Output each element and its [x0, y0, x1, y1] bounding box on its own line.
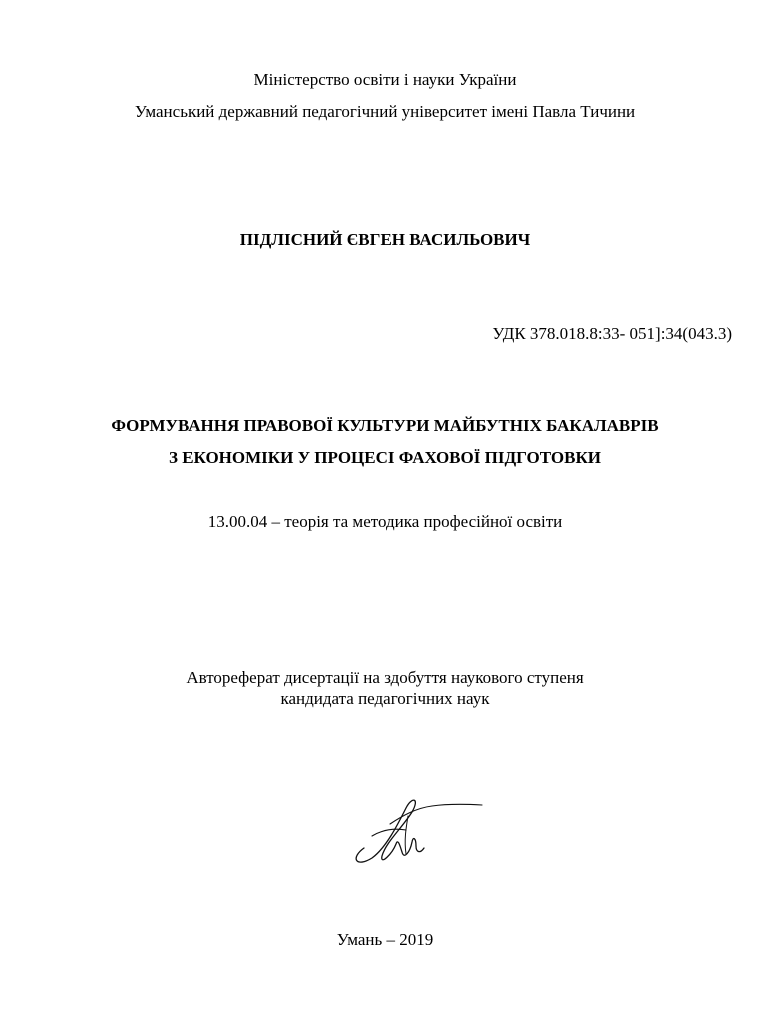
degree-line-1: Автореферат дисертації на здобуття наукового ступеня — [186, 668, 584, 687]
signature-image — [346, 794, 486, 869]
udk-code: УДК 378.018.8:33- 051]:34(043.3) — [492, 324, 732, 343]
title-line-1: ФОРМУВАННЯ ПРАВОВОЇ КУЛЬТУРИ МАЙБУТНІХ БАКАЛАВРІВ — [111, 416, 659, 435]
specialty-line: 13.00.04 – теорія та методика професійної освіти — [207, 512, 563, 531]
ministry-line: Міністерство освіти і науки України — [253, 70, 517, 89]
city-year: Умань – 2019 — [336, 930, 434, 949]
title-line-2: З ЕКОНОМІКИ У ПРОЦЕСІ ФАХОВОЇ ПІДГОТОВКИ — [168, 448, 601, 467]
degree-line-2: кандидата педагогічних наук — [280, 689, 490, 708]
university-line: Уманський державний педагогічний університет імені Павла Тичини — [134, 102, 636, 121]
author-name: ПІДЛІСНИЙ ЄВГЕН ВАСИЛЬОВИЧ — [239, 230, 531, 249]
